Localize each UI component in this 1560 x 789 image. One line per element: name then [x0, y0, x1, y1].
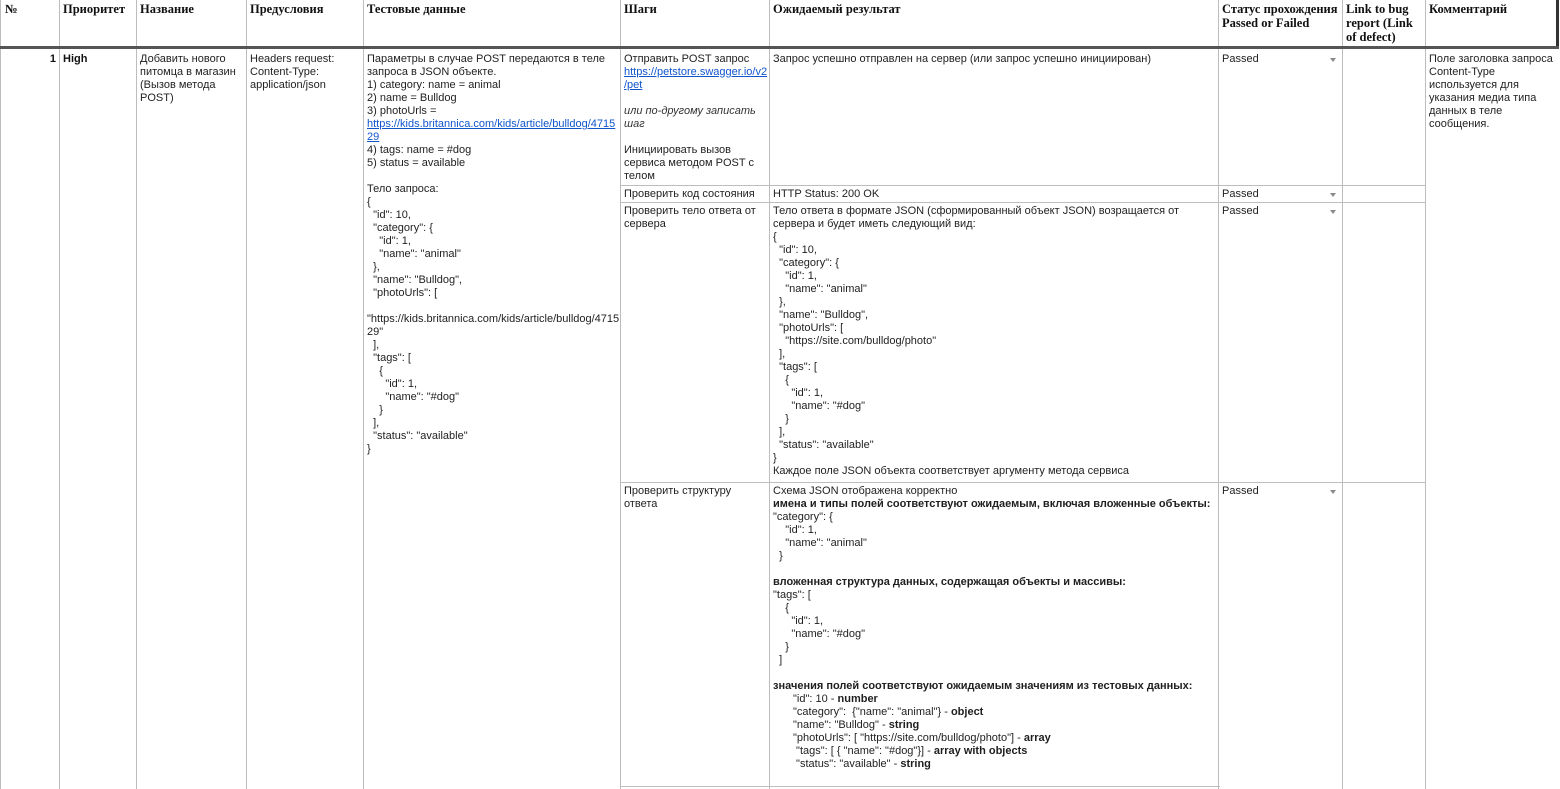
chevron-down-icon[interactable] — [1330, 58, 1336, 62]
grid-line — [1556, 0, 1559, 48]
type-line: "photoUrls": [ "https://site.com/bulldog/photo"] - array — [793, 732, 1051, 744]
expected-3-cell[interactable]: Тело ответа в формате JSON (сформированный объект JSON) возращается от сервера и будет иметь следующий вид: { "id": 10, "category": { "id": 1, "name": "animal" }, "name": "Bulldog", "photoUrls": [ "https://site.com/bulldog/photo" ], "tags": [ { "id": 1, "name": "#dog" } ], "status": "available" } Каждое поле JSON объекта соответствует аргументу метода сервиса — [773, 205, 1180, 477]
header-num[interactable]: № — [5, 2, 18, 16]
status-dropdown-4[interactable] — [1219, 485, 1342, 498]
preconditions-cell[interactable]: Headers request: Content-Type: application/json — [250, 53, 335, 91]
step-2-cell[interactable]: Проверить код состояния — [624, 188, 755, 200]
header-expected[interactable]: Ожидаемый результат — [773, 2, 901, 16]
type-line: "category": {"name": "animal"} - object — [793, 706, 984, 718]
grid-line — [620, 202, 1425, 203]
status-value: Passed — [1222, 188, 1259, 200]
comment-cell[interactable]: Поле заголовка запроса Content-Type используется для указания медиа типа данных в теле сообщения. — [1429, 53, 1553, 130]
status-dropdown-2[interactable] — [1219, 188, 1342, 201]
grid-line — [620, 185, 1425, 186]
grid-line — [59, 0, 60, 789]
test-data-body: 4) tags: name = #dog 5) status = available Тело запроса: { "id": 10, "category": { "id": 1, "name": "animal" }, "name": "Bulldog", "photoUrls": [ "https://kids.britannica.com/kids/article/bulldog/4715 29" ], "tags": [ { "id": 1, "name": "#dog" } ], "status": "available" } — [367, 144, 620, 455]
status-value: Passed — [1222, 205, 1259, 217]
header-name[interactable]: Название — [140, 2, 194, 16]
grid-line — [1342, 0, 1343, 789]
chevron-down-icon[interactable] — [1330, 193, 1336, 197]
chevron-down-icon[interactable] — [1330, 490, 1336, 494]
expected-4-heading-3: значения полей соответствуют ожидаемым значениям из тестовых данных: — [773, 680, 1193, 692]
test-name-cell[interactable]: Добавить нового питомца в магазин (Вызов метода POST) — [140, 53, 236, 104]
test-data-cell[interactable] — [364, 53, 620, 456]
test-data-intro: Параметры в случае POST передаются в теле запроса в JSON объекте. 1) category: name = animal 2) name = Bulldog 3) photoUrls = — [367, 53, 605, 117]
step-1-cell[interactable] — [621, 53, 769, 183]
expected-2-cell[interactable]: HTTP Status: 200 OK — [773, 188, 880, 200]
header-border — [0, 46, 1559, 49]
grid-line — [620, 786, 1220, 787]
header-comment[interactable]: Комментарий — [1429, 2, 1508, 16]
chevron-down-icon[interactable] — [1330, 210, 1336, 214]
step-1-extra: Инициировать вызов сервиса методом POST с телом — [624, 144, 754, 182]
type-line: "name": "Bulldog" - string — [793, 719, 920, 731]
priority-cell[interactable]: High — [63, 53, 88, 65]
expected-1-cell[interactable]: Запрос успешно отправлен на сервер (или запрос успешно инициирован) — [773, 53, 1152, 65]
header-steps[interactable]: Шаги — [624, 2, 657, 16]
step-3-cell[interactable]: Проверить тело ответа от сервера — [624, 205, 756, 230]
type-line: "id": 10 - number — [793, 693, 878, 705]
row-number[interactable]: 1 — [49, 53, 56, 65]
expected-4-heading-1: имена и типы полей соответствуют ожидаемым, включая вложенные объекты: — [773, 498, 1211, 510]
header-test-data[interactable]: Тестовые данные — [367, 2, 466, 16]
header-status[interactable]: Статус прохождения Passed or Failed — [1222, 2, 1338, 30]
status-dropdown-3[interactable] — [1219, 205, 1342, 218]
grid-line — [0, 0, 1, 789]
header-bug-link[interactable]: Link to bug report (Link of defect) — [1346, 2, 1413, 44]
grid-line — [136, 0, 137, 789]
status-value: Passed — [1222, 485, 1259, 497]
step-1-note: или по-другому записать шаг — [624, 105, 756, 130]
type-line: "status": "available" - string — [793, 758, 931, 770]
status-dropdown-1[interactable] — [1219, 53, 1342, 66]
step-4-cell[interactable]: Проверить структуру ответа — [624, 485, 732, 510]
expected-4-line1: Схема JSON отображена корректно — [773, 485, 958, 497]
expected-4-block-2: "tags": [ { "id": 1, "name": "#dog" } ] — [773, 589, 866, 666]
header-preconditions[interactable]: Предусловия — [250, 2, 324, 16]
header-priority[interactable]: Приоритет — [63, 2, 126, 16]
expected-4-cell[interactable] — [770, 485, 1218, 771]
test-data-photo-link[interactable]: https://kids.britannica.com/kids/article/bulldog/4715 29 — [367, 118, 616, 143]
expected-4-block-1: "category": { "id": 1, "name": "animal" } — [773, 511, 867, 562]
expected-4-heading-2: вложенная структура данных, содержащая объекты и массивы: — [773, 576, 1126, 588]
step-1-link[interactable]: https://petstore.swagger.io/v2 /pet — [624, 66, 768, 91]
grid-line — [246, 0, 247, 789]
type-line: "tags": [ { "name": "#dog"}] - array with objects — [793, 745, 1028, 757]
status-value: Passed — [1222, 53, 1259, 65]
grid-line — [1218, 0, 1219, 789]
grid-line — [620, 482, 1425, 483]
step-1-text: Отправить POST запрос — [624, 53, 750, 65]
